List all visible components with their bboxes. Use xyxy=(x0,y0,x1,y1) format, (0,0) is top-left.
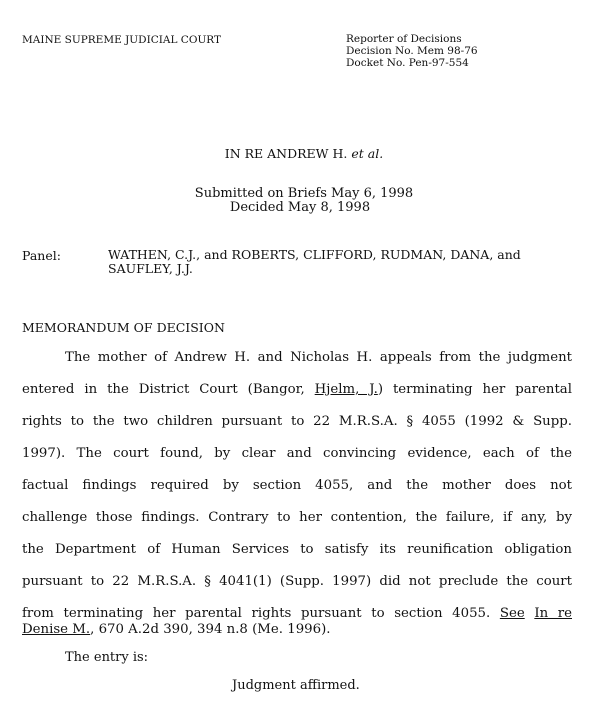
reporter-label: Reporter of Decisions xyxy=(346,33,462,45)
memo-heading: MEMORANDUM OF DECISION xyxy=(22,320,225,335)
body-text: from terminating her parental rights pursuant to section 4055. xyxy=(22,606,500,621)
panel-line-2: SAUFLEY, J.J. xyxy=(108,261,193,276)
body-text: entered in the District Court (Bangor, xyxy=(22,382,315,397)
disposition: Judgment affirmed. xyxy=(232,678,360,693)
body-line: The mother of Andrew H. and Nicholas H. appeals from the judgment xyxy=(65,350,572,365)
body-text: ) terminating her parental xyxy=(377,382,572,397)
body-line xyxy=(22,622,572,638)
body-line: pursuant to 22 M.R.S.A. § 4041(1) (Supp. 1997) did not preclude the court xyxy=(22,574,572,589)
citation-signal: See xyxy=(499,606,525,621)
decision-number: Decision No. Mem 98-76 xyxy=(346,45,478,57)
judge-name: Hjelm, J. xyxy=(314,382,378,397)
panel-label: Panel: xyxy=(22,248,61,263)
docket-number: Docket No. Pen-97-554 xyxy=(346,57,469,69)
body-line xyxy=(22,382,572,398)
case-title xyxy=(0,146,608,161)
case-citation-name: In re xyxy=(534,606,572,621)
court-name: MAINE SUPREME JUDICIAL COURT xyxy=(22,34,222,46)
body-line: the Department of Human Services to satisfy its reunification obligation xyxy=(22,542,572,557)
body-line: 1997). The court found, by clear and convincing evidence, each of the xyxy=(22,446,572,461)
case-citation-name: Denise M. xyxy=(22,622,91,637)
submitted-date: Submitted on Briefs May 6, 1998 xyxy=(194,186,414,201)
panel-justices xyxy=(108,248,521,276)
decided-date: Decided May 8, 1998 xyxy=(229,200,371,215)
entry-label: The entry is: xyxy=(65,650,149,665)
body-text: , 670 A.2d 390, 394 n.8 (Me. 1996). xyxy=(90,622,331,637)
panel-line-1: WATHEN, C.J., and ROBERTS, CLIFFORD, RUDMAN, DANA, and xyxy=(108,247,521,262)
body-line: rights to the two children pursuant to 22 M.R.S.A. § 4055 (1992 & Supp. xyxy=(22,414,572,429)
body-text xyxy=(525,606,535,621)
case-dates xyxy=(0,187,608,215)
case-title-main: IN RE ANDREW H. xyxy=(224,146,352,161)
reporter-block xyxy=(346,33,478,69)
body-line: challenge those findings. Contrary to her contention, the failure, if any, by xyxy=(22,510,572,525)
body-line: factual findings required by section 4055, and the mother does not xyxy=(22,478,572,493)
case-title-etal: et al. xyxy=(351,146,384,161)
body-line xyxy=(22,606,572,622)
